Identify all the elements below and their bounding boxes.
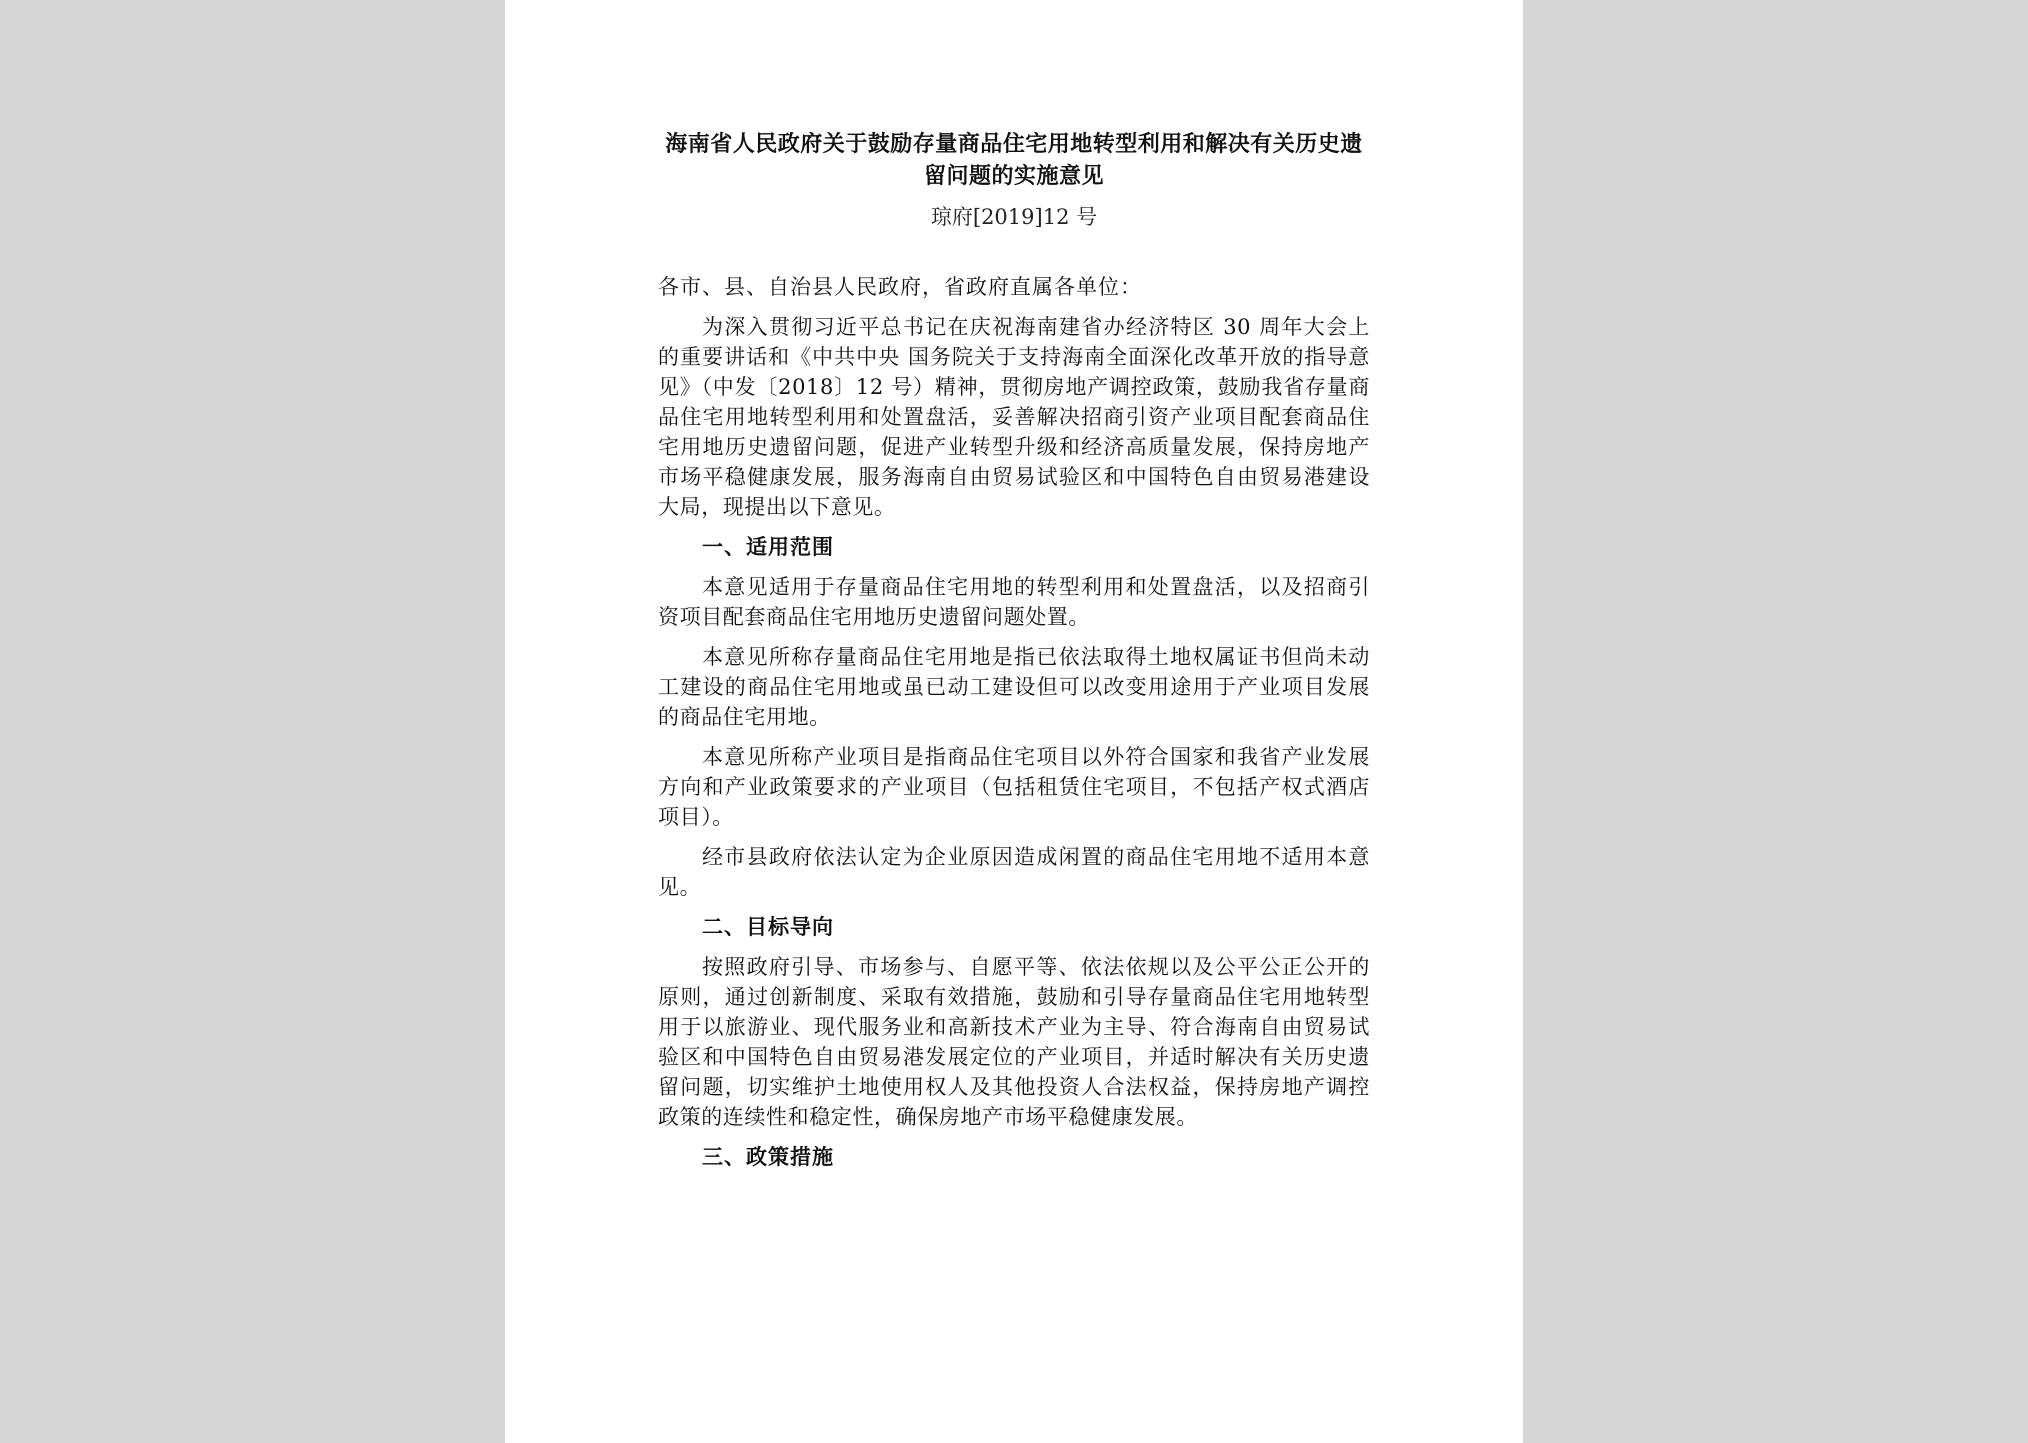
paragraph: 本意见所称产业项目是指商品住宅项目以外符合国家和我省产业发展方向和产业政策要求的产业项目（包括租赁住宅项目，不包括产权式酒店项目）。: [658, 745, 1370, 829]
document-number: 琼府[2019]12 号: [930, 205, 1098, 229]
page-content: [658, 128, 1370, 1172]
addressee: 各市、县、自治县人民政府，省政府直属各单位：: [658, 275, 1142, 299]
section-heading-scope: 一、适用范围: [702, 534, 834, 559]
paragraph: 经市县政府依法认定为企业原因造成闲置的商品住宅用地不适用本意见。: [658, 845, 1370, 899]
paragraph: 本意见适用于存量商品住宅用地的转型利用和处置盘活，以及招商引资项目配套商品住宅用地历史遗留问题处置。: [658, 575, 1370, 629]
intro-paragraph: 为深入贯彻习近平总书记在庆祝海南建省办经济特区 30 周年大会上的重要讲话和《中共中央 国务院关于支持海南全面深化改革开放的指导意见》（中发〔2018〕12 号）精神，贯彻房地产调控政策，鼓励我省存量商品住宅用地转型利用和处置盘活，妥善解决招商引资产业项目配套商品住宅用地历史遗留问题，促进产业转型升级和经济高质量发展，保持房地产市场平稳健康发展，服务海南自由贸易试验区和中国特色自由贸易港建设大局，现提出以下意见。: [658, 315, 1370, 519]
section-heading-measures: 三、政策措施: [702, 1144, 834, 1169]
document-page: [505, 0, 1523, 1443]
section-heading-goals: 二、目标导向: [702, 914, 834, 939]
paragraph: 按照政府引导、市场参与、自愿平等、依法依规以及公平公正公开的原则，通过创新制度、采取有效措施，鼓励和引导存量商品住宅用地转型用于以旅游业、现代服务业和高新技术产业为主导、符合海南自由贸易试验区和中国特色自由贸易港发展定位的产业项目，并适时解决有关历史遗留问题，切实维护土地使用权人及其他投资人合法权益，保持房地产调控政策的连续性和稳定性，确保房地产市场平稳健康发展。: [658, 955, 1370, 1129]
document-title: 海南省人民政府关于鼓励存量商品住宅用地转型利用和解决有关历史遗留问题的实施意见: [665, 131, 1363, 189]
paragraph: 本意见所称存量商品住宅用地是指已依法取得土地权属证书但尚未动工建设的商品住宅用地或虽已动工建设但可以改变用途用于产业项目发展的商品住宅用地。: [658, 645, 1370, 729]
